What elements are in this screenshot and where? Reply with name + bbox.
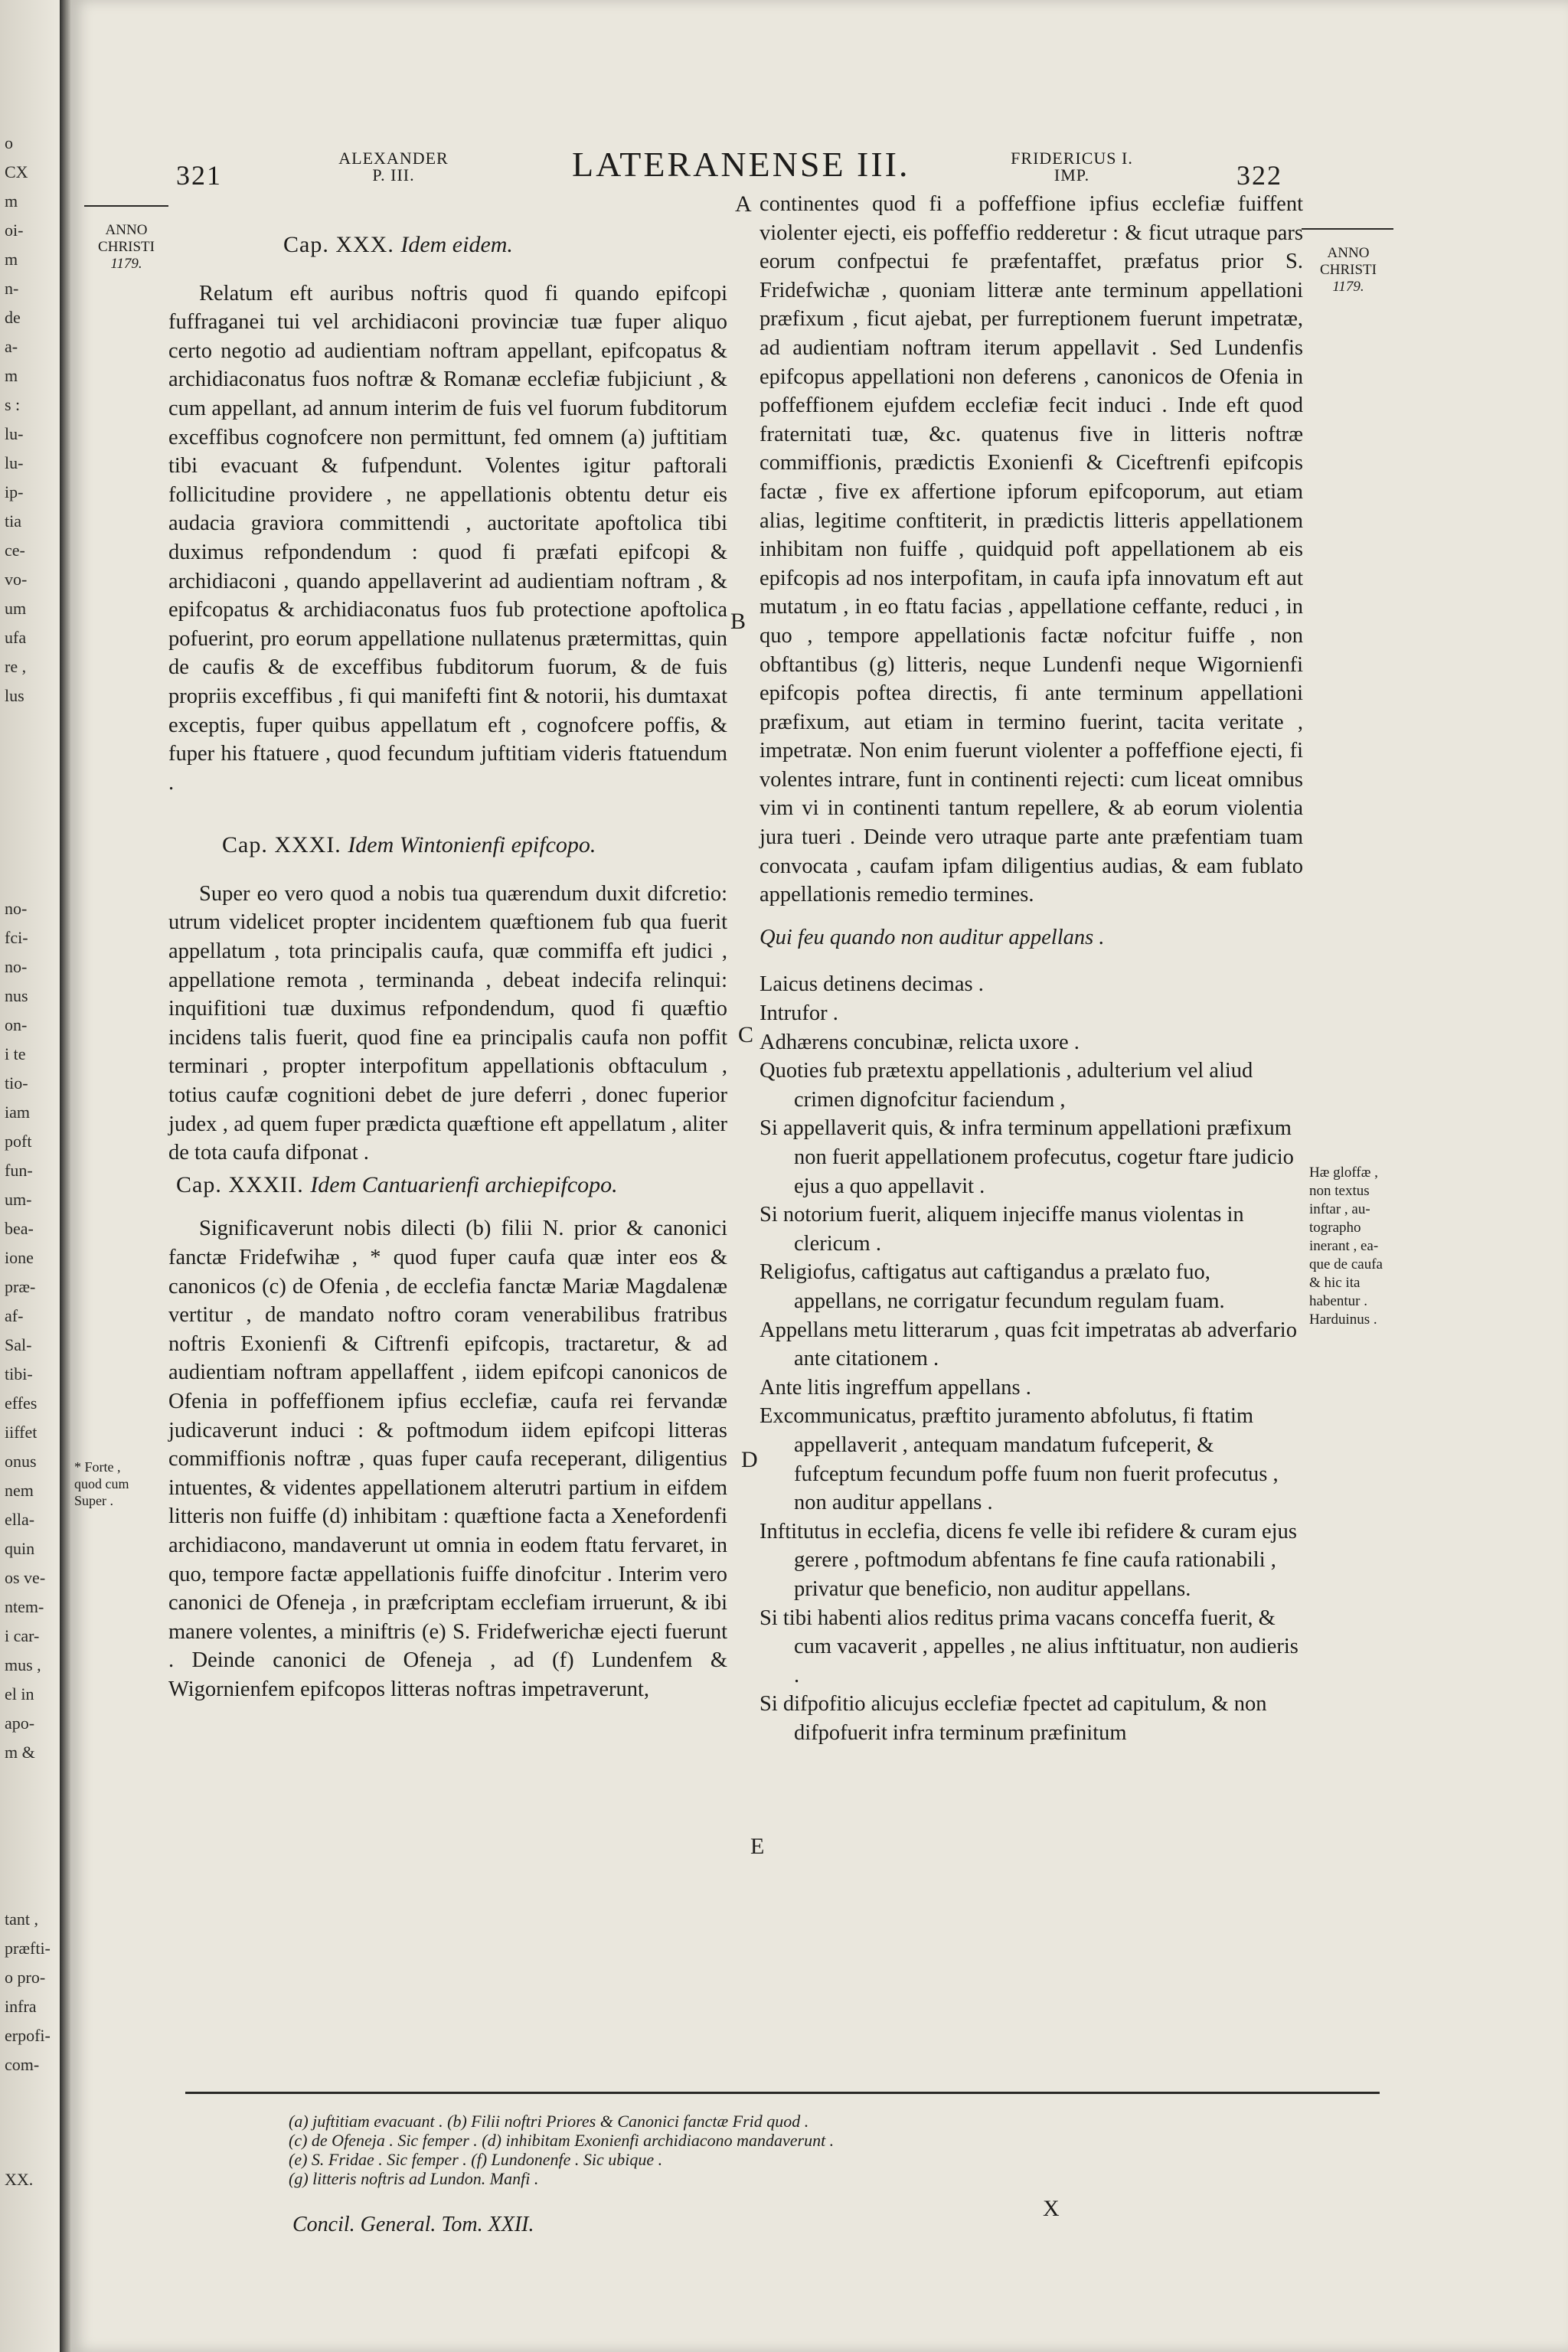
margin-rule-right — [1302, 228, 1393, 230]
facing-page-fragment: ione — [5, 1248, 34, 1267]
facing-page-fragment: no- — [5, 899, 28, 918]
facing-page-fragment: infra — [5, 1997, 37, 2016]
facing-page-fragment: apo- — [5, 1713, 35, 1733]
facing-page-fragment: iiffet — [5, 1423, 38, 1442]
chapter-subtitle: Idem eidem. — [400, 232, 513, 257]
facing-page-fragment: bea- — [5, 1219, 34, 1238]
signature-line: Concil. General. Tom. XXII. — [292, 2213, 534, 2236]
facing-page-fragment: m — [5, 191, 18, 211]
emperor-name: FRIDERICUS I. — [1011, 149, 1133, 168]
facing-page-fragment: o — [5, 133, 13, 152]
gloss-item: Quoties fub prætextu appellationis , adulterium vel aliud crimen dignofcitur faciendum , — [760, 1059, 1253, 1112]
section-letter-d: D — [741, 1447, 758, 1472]
chapter-32-continuation: continentes quod fi a poffeffione ipfius ecclefiæ fuiffent violenter ejecti, eis poffeffio redderetur : & ficut utraque pars eorum confpectui fe præfentaffet, præfatus prior S. Fridefwichæ , quoniam litteræ ante terminum appellationi præfixum , ficut ajebat, per furreptionem fuerunt impetratæ, ad audientiam noftram iterum appellavit . Sed Lundenfis epifcopus appellationi non deferens , canonicos de Ofenia in poffeffionem ejufdem ecclefiæ fecit induci . Inde eft quod fraternitati tuæ, &c. quatenus five in litteris noftræ commiffionis, prædictis Exonienfi & Ciceftrenfi epifcopis factæ , five ex affertione ipforum epifcoporum, aut etiam alias, legitime conftiterit, in prædictis litteris appellationem inhibitam non fuiffe , quidquid poft appellationem ab eis epifcopis ad nos interpofitam, in caufa ipfa innovatum eft aut mutatum , in eo ftatu facias , appellatione ceffante, reduci , in quo , tempore appellationis factæ nofcitur fuiffe , non obftantibus (g) litteris, neque Lundenfi neque Wigornienfi epifcopis poftea directis, fi ante terminum appellationi præfixum, aut etiam in termino fuerint, tacita veritate , impetratæ. Non enim fuerunt violenter a poffeffione ejecti, fi volentes intrare, funt in continenti rejecti: cum liceat omnibus vim vi in continenti tantum repellere, & ab eorum violentia jura tueri . Deinde vero utraque parte ante præfentiam tuam convocata , caufam ipfam diligentius audias, & eam fublato appellationis remedio termines. — [760, 192, 1303, 907]
chapter-30-text: Relatum eft auribus noftris quod fi quando epifcopi fuffraganei tui vel archidiaconi provinciæ tuæ fuper aliquo certo negotio ad audientiam noftram appellant, epifcopatus & archidiaconatus fuos noftræ & Romanæ ecclefiæ fubjiciunt , & cum appellant, ad annum interim de fuis vel fuorum fubditorum exceffibus cognofcere non permittunt, fed omnem (a) juftitiam tibi evacuant & fufpendunt. Volentes igitur paftorali follicitudine providere , ne appellationis obtentu detur eis audacia graviora committendi , auctoritate apoftolica tibi duximus refpondendum : quod fi præfati epifcopi & archidiaconi , quando appellaverint ad audientiam noftram , & epifcopatus & archidiaconatus fuos fub protectione apoftolica pofuerint, pro eorum appellatione nullatenus prætermittas, quin de caufis & de exceffibus fubditorum fuorum, & de fuis propriis exceffibus , fi qui manifefti fint & notorii, his dumtaxat exceptis, fuper quibus appellatum eft , cognofcere poffis, & fuper his ftatuere , quod fecundum juftitiam videris ftatuendum . — [168, 281, 727, 795]
chapter-number: Cap. XXXII. — [176, 1171, 304, 1197]
chapter-32-heading — [168, 1171, 727, 1200]
facing-page-fragment: ufa — [5, 628, 27, 647]
gloss-note-line: & hic ita — [1309, 1275, 1361, 1291]
facing-page-fragment: af- — [5, 1306, 24, 1325]
running-head-pope — [317, 150, 470, 184]
forte-note-line: quod cum — [74, 1476, 129, 1491]
facing-page-fragment: onus — [5, 1452, 37, 1471]
year-label: 1179. — [110, 256, 142, 272]
facing-page-fragment: effes — [5, 1393, 38, 1413]
facing-page-fragment: lu- — [5, 424, 24, 443]
facing-page-fragment: on- — [5, 1015, 28, 1034]
page-number-left: 321 — [176, 160, 222, 191]
emperor-number: IMP. — [1054, 165, 1090, 185]
section-letter-b: B — [730, 609, 746, 634]
facing-page-fragment: no- — [5, 957, 28, 976]
footnote-rule — [185, 2092, 1380, 2094]
facing-page-fragment: o pro- — [5, 1968, 46, 1987]
facing-page-fragment: tio- — [5, 1073, 28, 1093]
facing-page-fragment: i car- — [5, 1626, 40, 1645]
chapter-subtitle: Idem Cantuarienfi archiepifcopo. — [310, 1171, 618, 1197]
facing-page-fragment: ntem- — [5, 1597, 44, 1616]
pope-name: ALEXANDER — [338, 149, 449, 168]
footnote-line: (a) juftitiam evacuant . (b) Filii noftri Priores & Canonici fanctæ Frid quod . — [289, 2112, 809, 2131]
chapter-number: Cap. XXX. — [283, 232, 394, 257]
chapter-number: Cap. XXXI. — [222, 832, 341, 858]
facing-page-fragment: CX — [5, 162, 28, 181]
gloss-item: Si difpofitio alicujus ecclefiæ fpectet ad capitulum, & non difpofuerit infra terminum præfinitum — [760, 1692, 1267, 1745]
footnote-line: (g) litteris noftris ad Lundon. Manfi . — [289, 2169, 539, 2188]
facing-page-fragment: lu- — [5, 453, 24, 472]
chapter-subtitle: Idem Wintonienfi epifcopo. — [348, 832, 596, 858]
facing-page-fragment: præ- — [5, 1277, 36, 1296]
gloss-title: Qui feu quando non auditur appellans . — [760, 925, 1105, 949]
margin-year-right — [1303, 245, 1393, 296]
gloss-note-line: habentur . — [1309, 1293, 1367, 1309]
text-column-right — [760, 190, 1303, 1747]
facing-page-fragment: nem — [5, 1481, 34, 1500]
text-column-left — [168, 217, 727, 1704]
section-letter-a: A — [735, 191, 752, 217]
facing-page-fragment: fun- — [5, 1161, 33, 1180]
gloss-note-line: inerant , ea- — [1309, 1238, 1379, 1254]
gloss-item: Appellans metu litterarum , quas fcit impetratas ab adverfario ante citationem . — [760, 1318, 1297, 1371]
facing-page-fragment: vo- — [5, 570, 28, 589]
gloss-item: Laicus detinens decimas . — [760, 972, 984, 997]
facing-page-fragment: com- — [5, 2055, 40, 2074]
gloss-item: Adhærens concubinæ, relicta uxore . — [760, 1030, 1080, 1054]
facing-page-fragment: m — [5, 366, 18, 385]
facing-page-fragment: quin — [5, 1539, 35, 1558]
chapter-31-text: Super eo vero quod a nobis tua quærendum duxit difcretio: utrum videlicet propter incidentem quæftionem fub qua fuerit appellatum , tota principalis caufa, quæ commiffa eft judici , appellatione remota , terminanda , debeat indecifa relinqui: inquifitioni tuæ duximus refpondendum, quod fi quæftio incidens talis fuerit, quod fine ea principalis caufa non poffit terminari , propter interpofitum appellationis obftaculum , totius caufæ cognitioni debet de jure deferri , donec fuperior judex , ad quem fuper prædicta quæftione eft appellatum , aliter de tota caufa difponat . — [168, 881, 727, 1165]
facing-page-fragment: de — [5, 308, 21, 327]
pope-number: P. III. — [372, 165, 415, 185]
gloss-item: Ante litis ingreffum appellans . — [760, 1375, 1031, 1400]
facing-page-fragment: oi- — [5, 220, 24, 240]
facing-page-edge — [0, 0, 61, 2352]
facing-page-fragment: m — [5, 250, 18, 269]
facing-page-fragment: a- — [5, 337, 18, 356]
facing-page-fragment: tia — [5, 511, 21, 531]
facing-page-fragment: i te — [5, 1044, 26, 1063]
forte-note-line: * Forte , — [74, 1459, 121, 1475]
book-page — [70, 0, 1568, 2352]
gloss-item: Religiofus, caftigatus aut caftigandus a prælato fuo, appellans, ne corrigatur fecundum regulam fuam. — [760, 1260, 1225, 1313]
running-head-emperor — [995, 150, 1148, 184]
facing-page-fragment: re , — [5, 657, 27, 676]
facing-page-fragment: ella- — [5, 1510, 35, 1529]
facing-page-fragment: ce- — [5, 541, 25, 560]
facing-page-fragment: præfti- — [5, 1939, 51, 1958]
year-label: 1179. — [1332, 279, 1364, 295]
margin-year-left — [84, 222, 168, 273]
facing-page-fragment: lus — [5, 686, 24, 705]
gloss-note-line: non textus — [1309, 1183, 1370, 1199]
christi-label: CHRISTI — [98, 239, 155, 255]
footnote-line: (c) de Ofeneja . Sic femper . (d) inhibitam Exonienfi archidiacono mandaverunt . — [289, 2131, 835, 2150]
page-title: LATERANENSE III. — [572, 145, 910, 184]
margin-rule-left — [84, 205, 168, 207]
gloss-list — [760, 970, 1303, 1747]
facing-page-fragment: os ve- — [5, 1568, 46, 1587]
margin-note-forte — [74, 1459, 166, 1509]
anno-label: ANNO — [105, 222, 148, 238]
gloss-item: Si appellaverit quis, & infra terminum appellationi præfixum non fuerit appellationem profecutus, cogetur ftare judicio ejus a quo appellavit . — [760, 1116, 1294, 1198]
facing-page-fragment: um- — [5, 1190, 32, 1209]
anno-label: ANNO — [1327, 245, 1370, 261]
facing-page-fragment: iam — [5, 1102, 30, 1122]
facing-page-fragment: um — [5, 599, 27, 618]
footnote-line: (e) S. Fridae . Sic femper . (f) Lundonenfe . Sic ubique . — [289, 2150, 663, 2169]
facing-page-fragment: n- — [5, 279, 19, 298]
gloss-note-line: inftar , au- — [1309, 1201, 1370, 1217]
facing-page-fragment: el in — [5, 1684, 34, 1704]
facing-page-fragment: tibi- — [5, 1364, 33, 1383]
gloss-note-line: Hæ gloffæ , — [1309, 1165, 1378, 1181]
footnotes — [289, 2112, 834, 2188]
gloss-item: Inftitutus in ecclefia, dicens fe velle ibi refidere & curam ejus gerere , poftmodum abfentans fe fine caufa rationabili , privatur que beneficio, non auditur appellans. — [760, 1519, 1297, 1601]
gloss-item: Si tibi habenti alios reditus prima vacans conceffa fuerit, & cum vacaverit , appelles , ne alius inftituatur, non audieris . — [760, 1606, 1298, 1687]
facing-page-fragment: mus , — [5, 1655, 41, 1674]
gloss-note-line: Harduinus . — [1309, 1312, 1377, 1328]
gloss-item: Excommunicatus, præftito juramento abfolutus, fi ftatim appellaverit , antequam mandatum fufceperit, & fufceptum fecundum poffe fuum non fuerit profecutus , non auditur appellans . — [760, 1404, 1279, 1515]
facing-page-fragment: s : — [5, 395, 21, 414]
section-letter-c: C — [738, 1022, 754, 1047]
facing-page-fragment: erpofi- — [5, 2026, 51, 2045]
facing-page-fragment: Sal- — [5, 1335, 32, 1354]
signature-mark: X — [1043, 2196, 1060, 2221]
gloss-note-line: que de caufa — [1309, 1256, 1383, 1272]
facing-page-fragment: fci- — [5, 928, 28, 947]
chapter-31-heading — [168, 831, 727, 860]
facing-page-fragment: m & — [5, 1743, 35, 1762]
gloss-item: Intrufor . — [760, 1001, 838, 1026]
chapter-30-heading — [168, 230, 727, 260]
facing-page-fragment: nus — [5, 986, 28, 1005]
christi-label: CHRISTI — [1320, 262, 1377, 278]
facing-page-fragment: tant , — [5, 1909, 38, 1929]
section-letter-e: E — [750, 1834, 765, 1859]
facing-page-fragment: ip- — [5, 482, 24, 501]
gloss-note-line: tographo — [1309, 1220, 1361, 1236]
facing-page-fragment: XX. — [5, 2170, 34, 2189]
chapter-32-text: Significaverunt nobis dilecti (b) filii N. prior & canonici fanctæ Fridefwihæ , * quod fuper caufa quæ inter eos & canonicos (c) de Ofenia , de ecclefia fanctæ Mariæ Magdalenæ vertitur , de mandato noftro coram venerabilibus fratribus noftris Exonienfi & Ciftrenfi epifcopis, tractaretur, & ad audientiam noftram appellaffent , iidem epifcopi canonicos de Ofenia in poffeffionem ipfius ecclefiæ, caufa rei fervandæ judicaverunt induci : & poftmodum iidem epifcopi litteras commiffionis noftræ , quas fuper caufa receperant, diligentius intuentes, & videntes appellationem alterutri partium in eifdem litteris non fuiffe (d) inhibitam : quæftione facta a Xenefordenfi archidiacono, mandaverunt ut omnia in eodem ftatu fervaret, in quo, tempore factæ appellationis fuiffe dinofcitur . Interim vero canonici de Ofeneja , in præfcriptam ecclefiam irruerunt, & ibi manere volentes, a miniftris (e) S. Fridefwerichæ ejecti fuerunt . Deinde canonici de Ofeneja , ad (f) Lundenfem & Wigornienfem epifcopos litteras noftras impetraverunt, — [168, 1217, 727, 1701]
page-number-right: 322 — [1236, 160, 1282, 191]
margin-note-glosses — [1309, 1164, 1416, 1329]
forte-note-line: Super . — [74, 1493, 113, 1508]
gloss-item: Si notorium fuerit, aliquem injeciffe manus violentas in clericum . — [760, 1203, 1244, 1256]
facing-page-fragment: poft — [5, 1132, 32, 1151]
